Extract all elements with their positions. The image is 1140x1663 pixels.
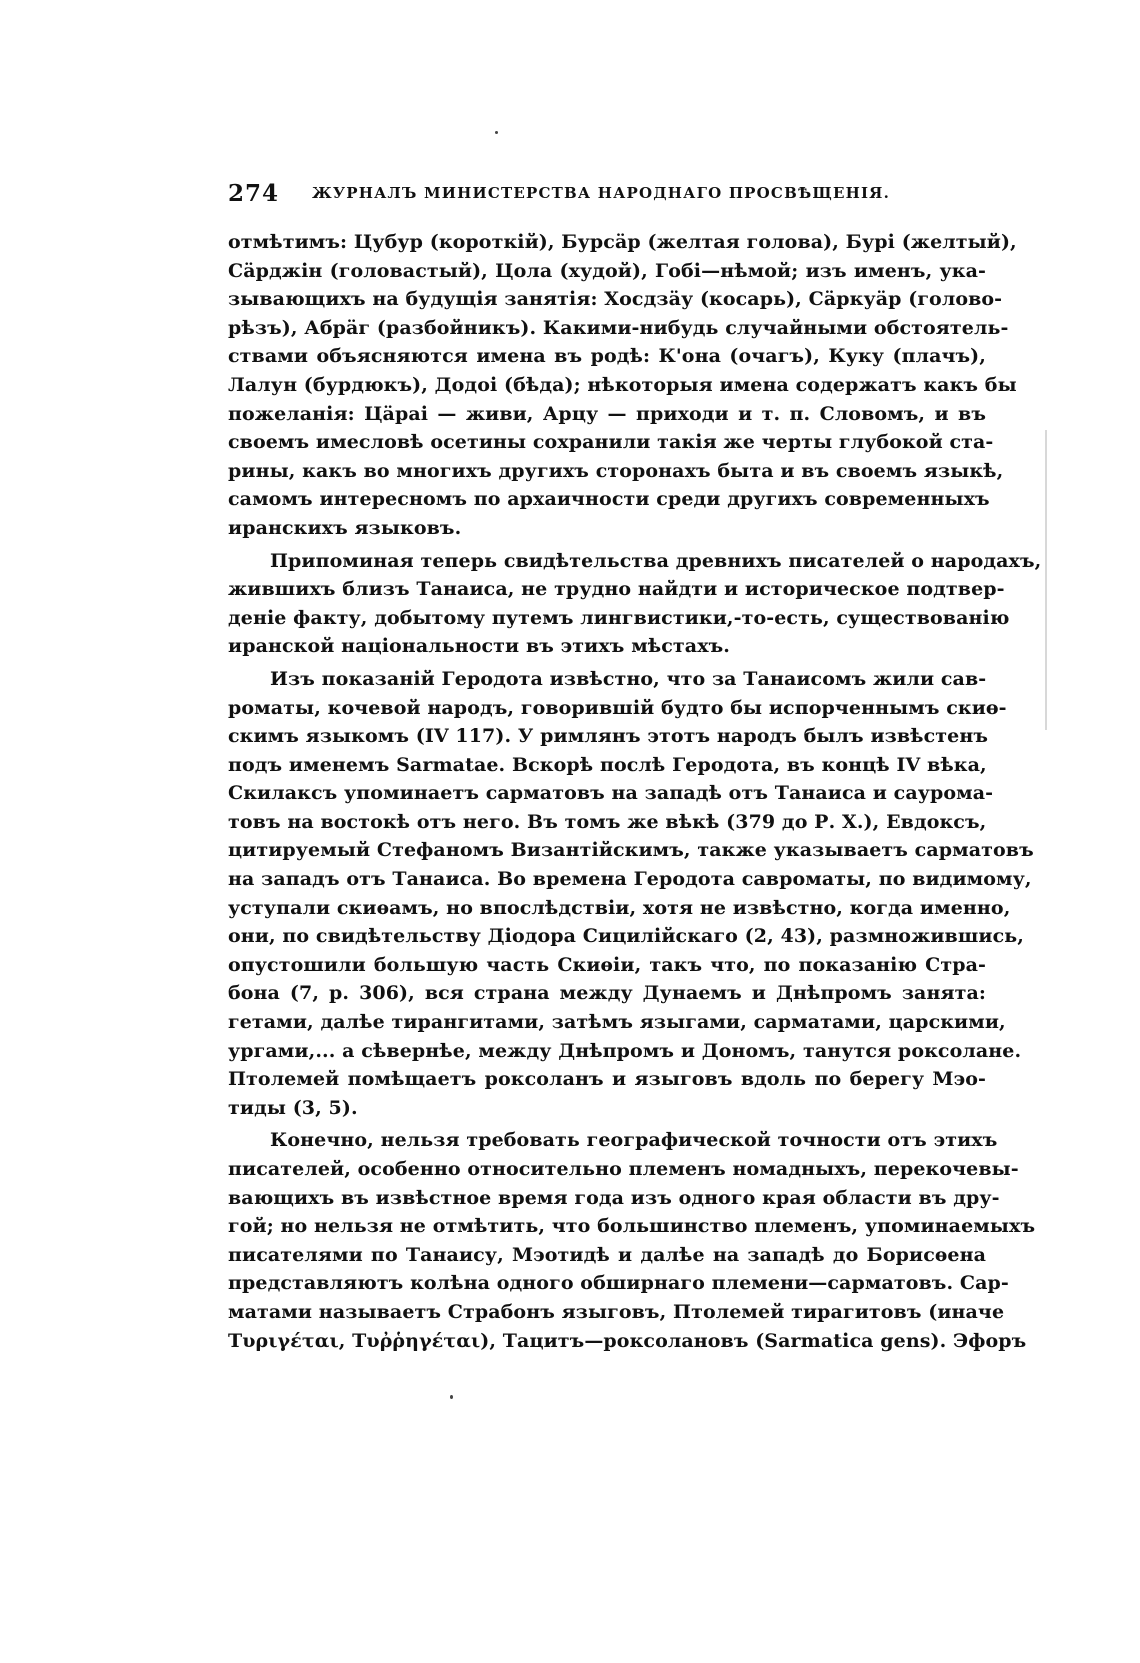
text-line: Скилаксъ упоминаетъ сарматовъ на западѣ отъ Танаиса и сауромa- xyxy=(228,782,994,805)
text-line: тиды (3, 5). xyxy=(228,1096,358,1119)
text-line: вающихъ въ извѣстное время года изъ одного края области въ дру- xyxy=(228,1186,1000,1209)
text-line: подъ именемъ Sarmatae. Вскорѣ послѣ Геродота, въ концѣ IV вѣка, xyxy=(228,753,987,776)
text-line: Припоминая теперь свидѣтельства древнихъ писателей о народахъ, xyxy=(270,549,1042,572)
text-line: Конечно, нельзя требовать географической точности отъ этихъ xyxy=(270,1129,998,1152)
text-line: скимъ языкомъ (IV 117). У римлянъ этотъ народъ былъ извѣстенъ xyxy=(228,725,989,748)
text-line: гой; но нельзя не отмѣтить, что большинство племенъ, упоминаемыхъ xyxy=(228,1215,1036,1238)
paragraph-3 xyxy=(228,665,1034,1123)
text-line: бона (7, р. 306), вся страна между Дунаемъ и Днѣпромъ занята: xyxy=(228,982,986,1005)
text-line: рины, какъ во многихъ другихъ сторонахъ быта и въ своемъ языкѣ, xyxy=(228,459,1004,482)
paragraph-4 xyxy=(228,1126,1036,1355)
text-line: матами называетъ Страбонъ языговъ, Птолемей тирагитовъ (иначе xyxy=(228,1300,1005,1323)
text-line: пожеланія: Цӓраі — живи, Арцу — приходи и т. п. Словомъ, и въ xyxy=(228,402,986,425)
text-line: писателями по Танаису, Мэотидѣ и далѣе на западѣ до Борисѳена xyxy=(228,1243,986,1266)
text-line: роматы, кочевой народъ, говорившій будто бы испорченнымъ скиө- xyxy=(228,696,1007,719)
text-line: жившихъ близъ Танаиса, не трудно найдти и историческое подтвер- xyxy=(228,578,1005,601)
text-line: рѣзъ), Абрӓг (разбойникъ). Какими-нибудь случайными обстоятель- xyxy=(228,316,1009,339)
text-line: Сӓрджін (головастый), Цола (худой), Гобі—нѣмой; изъ именъ, ука- xyxy=(228,259,986,282)
text-line: ствами объясняются имена въ родѣ: К'она (очагъ), Куку (плачъ), xyxy=(228,345,986,368)
text-line: Лалун (бурдюкъ), Додоі (бѣда); нѣкоторыя имена содержатъ какъ бы xyxy=(228,373,1017,396)
text-line: Изъ показаній Геродота извѣстно, что за Танаисомъ жили сав- xyxy=(270,667,987,690)
text-line: деніе факту, добытому путемъ лингвистики,-то-есть, существованію xyxy=(228,606,1010,629)
paragraph-1 xyxy=(228,228,1017,543)
scan-shadow-mark xyxy=(1045,430,1047,730)
text-line: они, по свидѣтельству Діодора Сицилійскаго (2, 43), размножившись, xyxy=(228,925,1024,948)
text-line: самомъ интересномъ по архаичности среди другихъ современныхъ xyxy=(228,488,990,511)
ink-speck xyxy=(450,1395,453,1399)
text-line: цитируемый Стефаномъ Византійскимъ, также указываетъ сарматовъ xyxy=(228,839,1034,862)
text-line: уступали скиѳамъ, но впослѣдствіи, хотя не извѣстно, когда именно, xyxy=(228,896,1011,919)
text-line: иранской національности въ этихъ мѣстахъ. xyxy=(228,635,731,658)
text-line: своемъ имесловѣ осетины сохранили такія же черты глубокой ста- xyxy=(228,431,994,454)
text-line: Τυριγέται, Τυῤῥηγέται), Тацитъ—роксолановъ (Sarmatica gens). Эфоръ xyxy=(228,1329,1027,1352)
running-head: ЖУРНАЛЪ МИНИСТЕРСТВА НАРОДНАГО ПРОСВѢЩЕНІЯ. xyxy=(312,184,891,202)
page-header xyxy=(228,180,988,216)
text-line: писателей, особенно относительно племенъ номадныхъ, перекочевы- xyxy=(228,1158,1019,1180)
text-line: опустошили большую часть Скиѳіи, такъ что, по показанію Стра- xyxy=(228,953,986,976)
text-line: ургами,... а сѣвернѣе, между Днѣпромъ и Дономъ, танутся роксолане. xyxy=(228,1039,1022,1062)
text-line: зывающихъ на будущія занятія: Хосдзӓу (косарь), Сӓркуӓр (голово- xyxy=(228,288,1003,311)
page-number: 274 xyxy=(228,180,280,207)
text-line: гетами, далѣе тирангитами, затѣмъ языгами, сарматами, царскими, xyxy=(228,1011,1006,1034)
text-line: товъ на востокѣ отъ него. Въ томъ же вѣкѣ (379 до Р. Х.), Евдоксъ, xyxy=(228,810,987,833)
text-line: Птолемей помѣщаетъ роксоланъ и языговъ вдоль по берегу Мэо- xyxy=(228,1068,986,1091)
text-line: иранскихъ языковъ. xyxy=(228,516,462,539)
paragraph-2 xyxy=(228,547,1042,661)
body-text xyxy=(228,228,1042,1359)
text-line: отмѣтимъ: Цубур (короткій), Бурсӓр (желтая голова), Бурі (желтый), xyxy=(228,231,1017,253)
text-line: на западъ отъ Танаиса. Во времена Геродота савроматы, по видимому, xyxy=(228,868,1032,891)
ink-speck xyxy=(495,131,498,134)
text-line: представляютъ колѣна одного обширнаго племени—сарматовъ. Сар- xyxy=(228,1272,1009,1295)
